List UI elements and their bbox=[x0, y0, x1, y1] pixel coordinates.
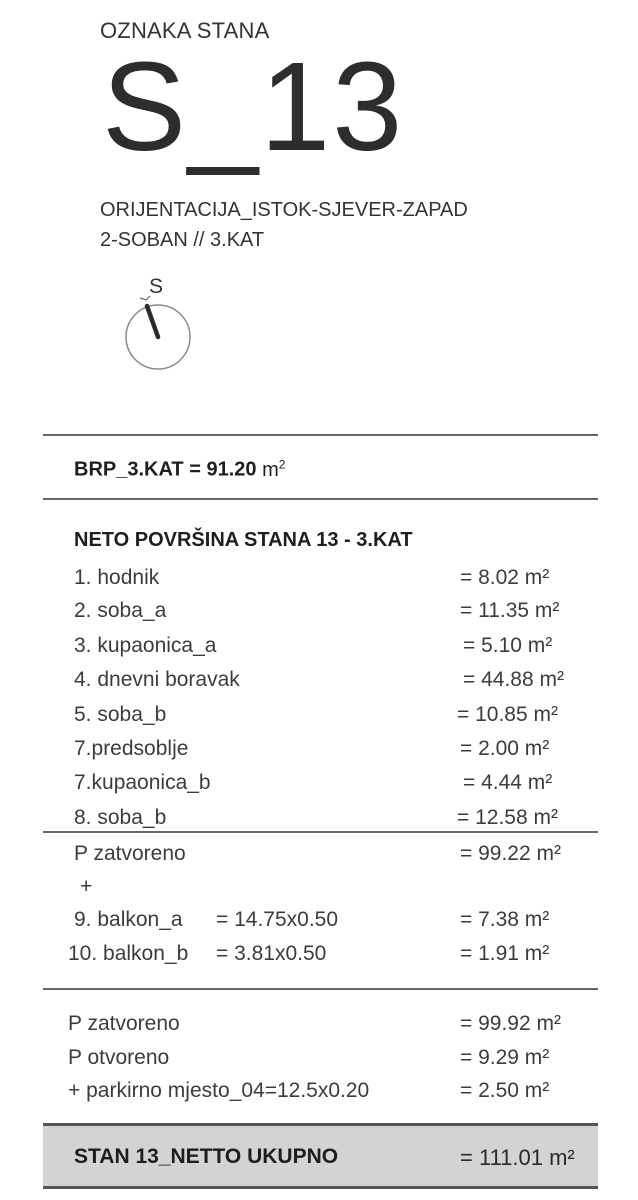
room-name: 2. soba_a bbox=[74, 599, 167, 622]
room-value: = 4.44 m² bbox=[463, 771, 553, 794]
divider bbox=[43, 988, 598, 990]
balcony-name: 9. balkon_a bbox=[74, 908, 183, 931]
summary-value: = 2.50 m² bbox=[460, 1079, 550, 1102]
room-name: 7.kupaonica_b bbox=[74, 771, 211, 794]
brp-line bbox=[74, 457, 285, 482]
room-value: = 11.35 m² bbox=[460, 599, 560, 622]
total-label: STAN 13_NETTO UKUPNO bbox=[74, 1145, 339, 1168]
divider bbox=[43, 434, 598, 436]
unit-code: S_13 bbox=[102, 36, 405, 177]
summary-label: P otvoreno bbox=[68, 1046, 170, 1069]
unit-type-text: 2-SOBAN // 3.KAT bbox=[100, 229, 265, 251]
divider bbox=[43, 831, 598, 833]
balcony-calc: = 14.75x0.50 bbox=[216, 908, 339, 931]
closed-area-label: P zatvoreno bbox=[74, 842, 186, 865]
room-value: = 44.88 m² bbox=[463, 668, 564, 691]
room-value: = 5.10 m² bbox=[463, 634, 553, 657]
room-name: 3. kupaonica_a bbox=[74, 634, 217, 657]
brp-unit: $m^2$ bbox=[262, 457, 286, 481]
room-name: 7.predsoblje bbox=[74, 737, 189, 760]
room-value: = 8.02 m² bbox=[460, 566, 550, 589]
room-value: = 12.58 m² bbox=[457, 806, 558, 829]
plus-sign: + bbox=[80, 875, 93, 898]
balcony-value: = 7.38 m² bbox=[460, 908, 550, 931]
summary-label: P zatvoreno bbox=[68, 1012, 180, 1035]
total-value: = 111.01 m² bbox=[460, 1145, 575, 1170]
room-name: 4. dnevni boravak bbox=[74, 668, 240, 691]
room-name: 5. soba_b bbox=[74, 703, 167, 726]
compass-icon bbox=[120, 270, 200, 370]
divider bbox=[43, 498, 598, 500]
balcony-calc: = 3.81x0.50 bbox=[216, 942, 327, 965]
compass-letter: S bbox=[149, 275, 164, 298]
orientation-text: ORIJENTACIJA_ISTOK-SJEVER-ZAPAD bbox=[100, 199, 468, 221]
summary-label: + parkirno mjesto_04=12.5x0.20 bbox=[68, 1079, 370, 1102]
summary-value: = 99.92 m² bbox=[460, 1012, 561, 1035]
room-name: 1. hodnik bbox=[74, 566, 160, 589]
balcony-name: 10. balkon_b bbox=[68, 942, 189, 965]
summary-value: = 9.29 m² bbox=[460, 1046, 550, 1069]
neto-title: NETO POVRŠINA STANA 13 - 3.KAT bbox=[74, 529, 413, 551]
room-name: 8. soba_b bbox=[74, 806, 167, 829]
room-value: = 10.85 m² bbox=[457, 703, 558, 726]
unit-label: OZNAKA STANA bbox=[100, 18, 270, 43]
balcony-value: = 1.91 m² bbox=[460, 942, 550, 965]
room-value: = 2.00 m² bbox=[460, 737, 550, 760]
brp-label: BRP_3.KAT = 91.20 bbox=[74, 458, 257, 481]
closed-area-value: = 99.22 m² bbox=[460, 842, 561, 865]
